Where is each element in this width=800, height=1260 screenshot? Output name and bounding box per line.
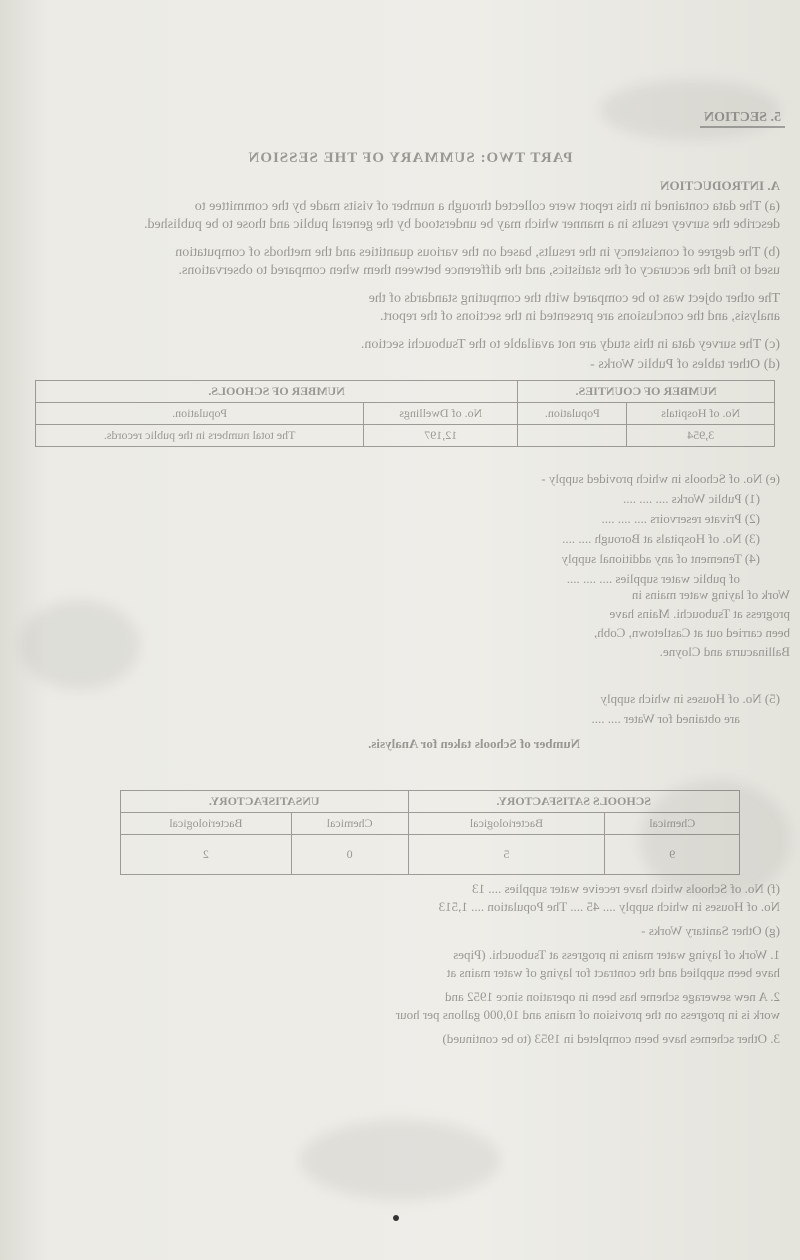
table-subheader: Bacteriological (121, 813, 292, 835)
list-item: (e) No. of Schools in which provided supply - (541, 471, 780, 486)
schools-table (120, 790, 740, 875)
table-cell: 12,197 (364, 425, 518, 447)
footer-line: work is in progress on the provision of mains and 10,000 gallons per hour (395, 1007, 780, 1022)
list-item: (3) No. of Hospitals at Borough .... .... (562, 531, 760, 546)
paragraph: (a) The data contained in this report were collected through a number of visits made by the committee to (194, 199, 780, 214)
table-subheader: Chemical (605, 813, 740, 835)
table-subheader: Population. (518, 403, 627, 425)
table-cell: 2 (121, 835, 292, 875)
page-mark (393, 1215, 399, 1221)
list-item: (4) Tenement of any additional supply (561, 551, 760, 566)
table-subheader: Population. (36, 403, 364, 425)
table-cell: 0 (291, 835, 408, 875)
table-subheader: Bacteriological (408, 813, 605, 835)
paragraph: The other object was to be compared with the computing standards of the (368, 291, 780, 306)
side-note: Work of laying water mains in progress at Tsubouchi. Mains have been carried out at Castletown, Cobh, Ballinacurra and Cloyne. (593, 587, 790, 659)
table-cell: 3,954 (627, 425, 775, 447)
list-item: (5) No. of Houses in which supply (600, 691, 780, 706)
footer-line: 2. A new sewerage scheme has been in operation since 1952 and (444, 989, 780, 1004)
list-item: (2) Private reservoirs .... .... .... (601, 511, 760, 526)
table-header: UNSATISFACTORY. (121, 791, 409, 813)
list-item: are obtained for Water .... .... (591, 711, 740, 726)
page-title: PART TWO: SUMMARY OF THE SESSION (247, 150, 573, 166)
footer-line: (g) Other Sanitary Works - (641, 923, 780, 938)
footer-line: have been supplied and the contract for laying of water mains at (446, 965, 780, 980)
table-row (121, 835, 740, 875)
paragraph: (b) The degree of consistency in the results, based on the various quantities and the methods of computation (175, 245, 780, 260)
table-cell (518, 425, 627, 447)
table-header: SCHOOLS SATISFACTORY. (408, 791, 739, 813)
table-subheader: Chemical (291, 813, 408, 835)
table-cell: The total numbers in the public records. (36, 425, 364, 447)
table-subheader: No. of Dwellings (364, 403, 518, 425)
paragraph: describe the survey results in a manner which may be understood by the general public and those to be published. (143, 217, 780, 232)
table-row (36, 425, 775, 447)
hospitals-table (35, 380, 775, 447)
table-subheader: No. of Hospitals (627, 403, 775, 425)
paragraph: analysis, and the conclusions are presented in the sections of the report. (379, 309, 780, 324)
paragraph: (c) The survey data in this study are not available to the Tsubouchi section. (360, 337, 780, 352)
footer-line: (f) No. of Schools which have receive water supplies .... 13 (472, 881, 780, 896)
table-cell: 9 (605, 835, 740, 875)
paragraph: used to find the accuracy of the statistics, and the difference between them when compared to observations. (178, 263, 780, 278)
table-cell: 5 (408, 835, 605, 875)
footer-line: No. of Houses in which supply .... 45 .... The Population .... 1,513 (438, 899, 780, 914)
table-header: NUMBER OF SCHOOLS. (36, 381, 518, 403)
list-item: of public water supplies .... .... .... (566, 571, 740, 586)
paragraph: (d) Other tables of Public Works - (590, 357, 780, 372)
section-label: A. INTRODUCTION (660, 178, 780, 193)
table-header: NUMBER OF COUNTIES. (518, 381, 775, 403)
header-number: 5. SECTION (700, 110, 785, 128)
footer-line: 3. Other schemes have been completed in 1953 (to be continued) (442, 1031, 780, 1046)
list-item: (1) Public Works .... .... .... (622, 491, 760, 506)
footer-line: 1. Work of laying water mains in progress at Tsubouchi. (Pipes (453, 947, 780, 962)
list-item: Number of Schools taken for Analysis. (368, 736, 580, 751)
